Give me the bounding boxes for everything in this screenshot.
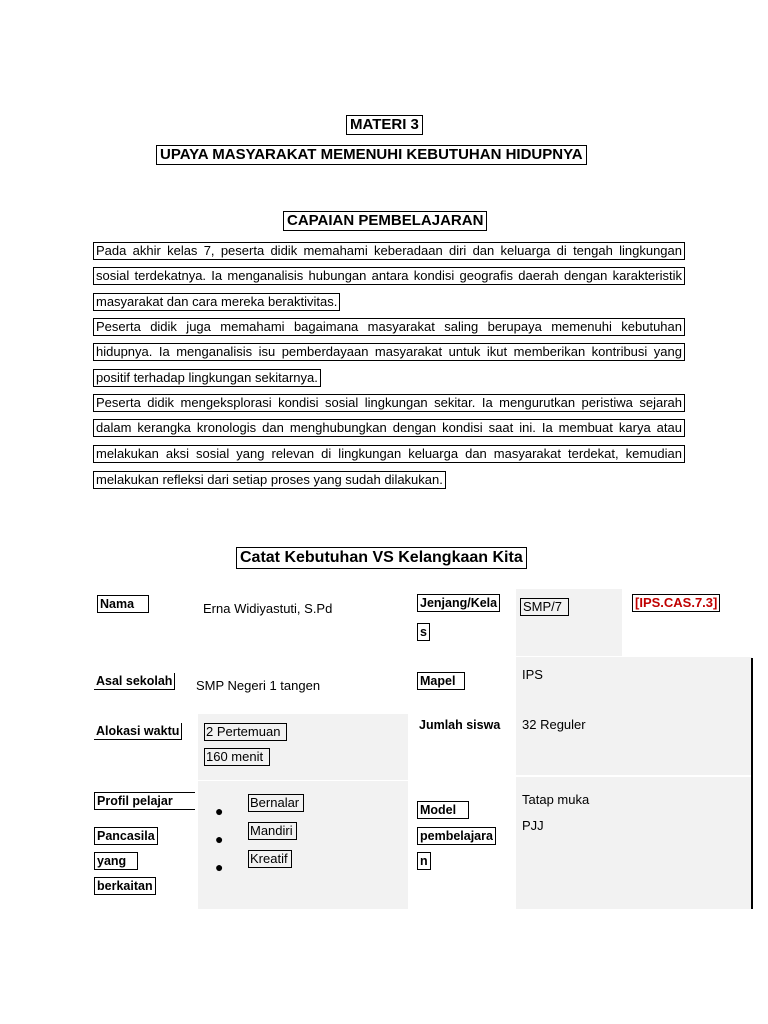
asal-sekolah-value: SMP Negeri 1 tangen	[196, 678, 321, 693]
paragraph-line: sosial terdekatnya. Ia menganalisis hubungan antara kondisi geografis daerah dengan karakteristik	[93, 267, 685, 285]
jenjang-value: SMP/7	[520, 598, 569, 616]
nama-label: Nama	[97, 595, 149, 613]
profil-label-yang: yang	[94, 852, 138, 870]
nama-value: Erna Widiyastuti, S.Pd	[203, 601, 333, 616]
model-value-tatap-muka: Tatap muka	[522, 792, 590, 807]
profil-label: Profil pelajar	[94, 792, 195, 810]
mapel-value: IPS	[522, 667, 543, 682]
asal-sekolah-label: Asal sekolah	[94, 673, 175, 690]
paragraph-line: positif terhadap lingkungan sekitarnya.	[93, 369, 321, 387]
paragraph-line: Peserta didik mengeksplorasi kondisi sosial lingkungan sekitar. Ia mengurutkan peristiwa sejarah	[93, 394, 685, 412]
paragraph-line: melakukan aksi sosial yang relevan di lingkungan keluarga dan masyarakat terdekat, kemudian	[93, 445, 685, 463]
kode-capaian: [IPS.CAS.7.3]	[632, 594, 720, 612]
paragraph-line: Peserta didik juga memahami bagaimana masyarakat saling berupaya memenuhi kebutuhan	[93, 318, 685, 336]
bullet-dot: ●	[215, 803, 224, 819]
paragraph-line: dalam kerangka kronologis dan menghubungkan dengan kondisi saat ini. Ia membuat karya atau	[93, 419, 685, 437]
section-heading: CAPAIAN PEMBELAJARAN	[283, 211, 487, 231]
model-label-n: n	[417, 852, 431, 870]
mapel-value-cell	[516, 657, 752, 707]
table-title: Catat Kebutuhan VS Kelangkaan Kita	[236, 547, 527, 569]
jumlah-siswa-label: Jumlah siswa	[419, 718, 501, 732]
alokasi-waktu-label: Alokasi waktu	[94, 723, 182, 740]
jenjang-label-cont: s	[417, 623, 430, 641]
profil-label-pancasila: Pancasila	[94, 827, 158, 845]
bullet-dot: ●	[215, 831, 224, 847]
model-value-pjj: PJJ	[522, 818, 544, 833]
profil-item: Kreatif	[248, 850, 292, 868]
alokasi-pertemuan: 2 Pertemuan	[204, 723, 287, 741]
jenjang-label: Jenjang/Kela	[417, 594, 500, 612]
jumlah-siswa-value: 32 Reguler	[522, 717, 586, 732]
materi-label: MATERI 3	[346, 115, 423, 135]
mapel-label: Mapel	[417, 672, 465, 690]
paragraph-line: masyarakat dan cara mereka beraktivitas.	[93, 293, 340, 311]
bullet-dot: ●	[215, 859, 224, 875]
profil-item: Mandiri	[248, 822, 297, 840]
model-label: Model	[417, 801, 469, 819]
alokasi-menit: 160 menit	[204, 748, 270, 766]
table-right-border	[751, 658, 753, 909]
paragraph-line: melakukan refleksi dari setiap proses yang sudah dilakukan.	[93, 471, 446, 489]
paragraph-line: Pada akhir kelas 7, peserta didik memahami keberadaan diri dan keluarga di tengah lingkungan	[93, 242, 685, 260]
profil-item: Bernalar	[248, 794, 304, 812]
document-title: UPAYA MASYARAKAT MEMENUHI KEBUTUHAN HIDUPNYA	[156, 145, 587, 165]
profil-label-berkaitan: berkaitan	[94, 877, 156, 895]
paragraph-line: hidupnya. Ia menganalisis isu pemberdayaan masyarakat untuk ikut memberikan kontribusi yang	[93, 343, 685, 361]
model-label-pembelajaran: pembelajara	[417, 827, 496, 845]
